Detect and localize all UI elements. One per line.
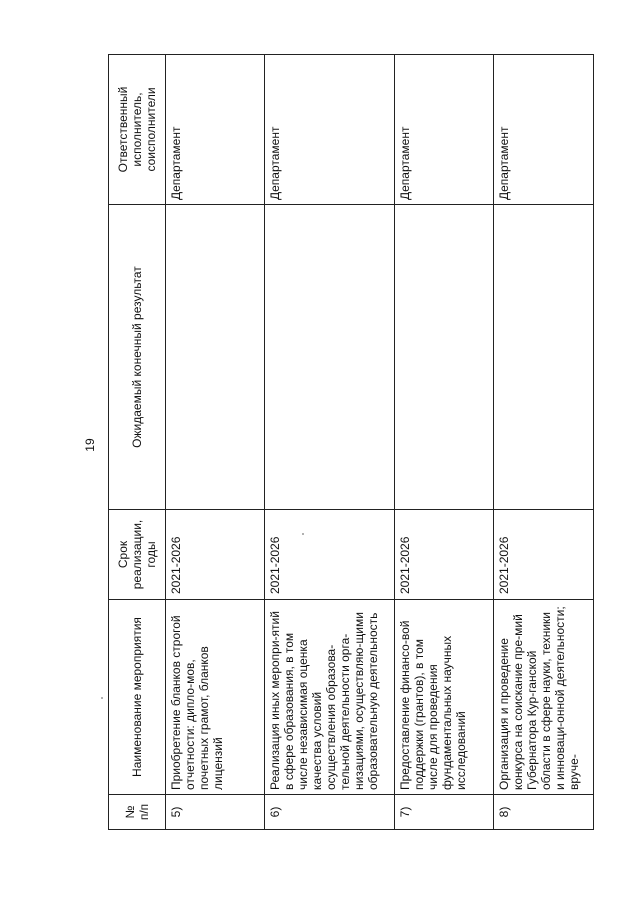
scan-speck — [101, 697, 103, 699]
row-responsible: Департамент — [166, 55, 265, 205]
row-name: Приобретение бланков строгой отчетности: дипло-мов, почетных грамот, бланков лицензий — [166, 600, 265, 795]
header-name: Наименование мероприятия — [109, 600, 166, 795]
row-name: Предоставление финансо-вой поддержки (грантов), в том числе для проведения фундаментальных научных исследований — [395, 600, 494, 795]
row-term: 2021-2026 — [494, 510, 594, 600]
table-header-row — [109, 55, 166, 830]
header-responsible: Ответственный исполнитель, соисполнители — [109, 55, 166, 205]
table-row — [494, 55, 594, 830]
table-row — [395, 55, 494, 830]
table-row — [166, 55, 265, 830]
row-num: 5) — [166, 795, 265, 830]
row-responsible: Департамент — [395, 55, 494, 205]
table-row — [264, 55, 395, 830]
row-num: 7) — [395, 795, 494, 830]
header-result: Ожидаемый конечный результат — [109, 205, 166, 510]
row-name: Реализация иных меропри-ятий в сфере образования, в том числе независимая оценка качества условий осуществления образова-тельной деятельности орга-низациями, осуществляю-щими образовательную деятельность — [264, 600, 395, 795]
row-result — [264, 205, 395, 510]
row-name: Организация и проведение конкурса на соискание пре-мий Губернатора Кур-ганской области в сфере науки, техники и инноваци-онной деятельности; вруче- — [494, 600, 594, 795]
row-result — [166, 205, 265, 510]
header-num: № п/п — [109, 795, 166, 830]
row-term: 2021-2026 — [166, 510, 265, 600]
row-result — [395, 205, 494, 510]
row-responsible: Департамент — [494, 55, 594, 205]
row-term: 2021-2026 — [395, 510, 494, 600]
scan-speck — [302, 533, 304, 535]
row-num: 8) — [494, 795, 594, 830]
measures-table — [108, 54, 594, 830]
rotated-table-container — [108, 55, 594, 830]
page-number: 19 — [83, 438, 97, 452]
row-result — [494, 205, 594, 510]
row-term: 2021-2026 — [264, 510, 395, 600]
row-num: 6) — [264, 795, 395, 830]
row-responsible: Департамент — [264, 55, 395, 205]
header-term: Срок реализации, годы — [109, 510, 166, 600]
